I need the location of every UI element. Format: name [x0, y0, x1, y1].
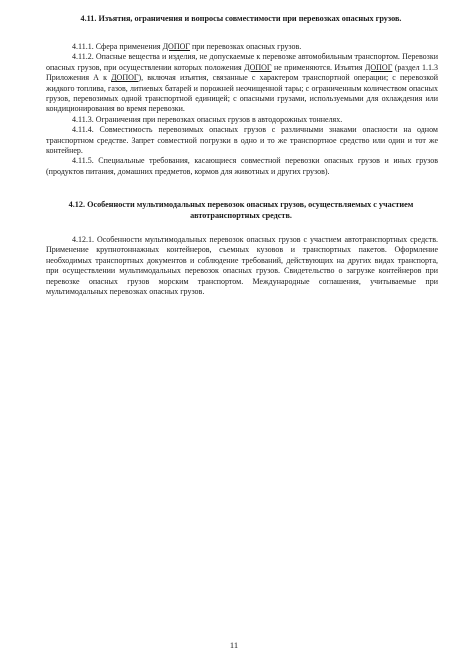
paragraph-4-11-4: 4.11.4. Совместимость перевозимых опасных грузов с различными знаками опасности на одном транспортном средстве. Запрет совместной погрузки в одно и то же транспортное средство или один и тот же контейнер. [46, 125, 438, 156]
paragraph-text: не применяются. Изъятия [271, 62, 365, 72]
paragraph-text: при перевозках опасных грузов. [190, 42, 302, 51]
section-4-11-heading: 4.11. Изъятия, ограничения и вопросы совместимости при перевозках опасных грузов. [80, 14, 402, 23]
paragraph-4-12-1: 4.12.1. Особенности мультимодальных перевозок опасных грузов с участием автотранспортных средств. Применение крупнотоннажных контейнеров, съемных кузовов и транспортных пакетов. Оформление необходимых транспортных документов и соблюдение требований, действующих на других видах транспорта, при осуществлении мультимодальных перевозок опасных грузов. Свидетельство о загрузке контейнеров при перевозке опасных грузов морским транспортом. Международные соглашения, учитываемые при мультимодальных перевозках опасных грузов. [46, 235, 438, 297]
paragraph-4-11-3: 4.11.3. Ограничения при перевозках опасных грузов в автодорожных тоннелях. [72, 114, 343, 124]
paragraph-text: 4.11.1. Сфера применения [72, 42, 163, 51]
paragraph-4-11-2 [46, 52, 438, 114]
page-number: 11 [229, 640, 239, 650]
dopog-link[interactable]: ДОПОГ [364, 62, 393, 72]
section-4-12-body [46, 235, 438, 297]
paragraph-text: ), включая изъятия, связанные с характером транспортной операции; с перевозкой жидкого топлива, газов, литиевых батарей и порожней неочищенной тары; с ограниченным количеством опасных грузов, перевозимых одной транспортной единицей; с опасными грузами, используемыми для охлаждения или кондиционирования во время перевозки. [46, 73, 438, 114]
section-4-11-body [46, 42, 438, 177]
paragraph-text: 4.11.2. Опасные вещества и изделия, не допускаемые к перевозке автомобильным транспортом. Перевозки опасных грузов, при осуществлении которых положения [46, 52, 438, 72]
dopog-link[interactable]: ДОПОГ [162, 42, 190, 51]
dopog-link[interactable]: ДОПОГ [111, 73, 139, 83]
paragraph-4-11-1 [46, 42, 438, 52]
paragraph-4-11-5: 4.11.5. Специальные требования, касающиеся совместной перевозки опасных грузов и иных грузов (продуктов питания, домашних предметов, кормов для животных и других грузов). [46, 156, 438, 176]
dopog-link[interactable]: ДОПОГ [244, 62, 272, 72]
paragraph-text: (раздел 1.1.3 Приложения А к [46, 62, 438, 83]
section-4-12-heading: 4.12. Особенности мультимодальных перевозок опасных грузов, осуществляемых с участием автотранспортных средств. [68, 200, 414, 220]
